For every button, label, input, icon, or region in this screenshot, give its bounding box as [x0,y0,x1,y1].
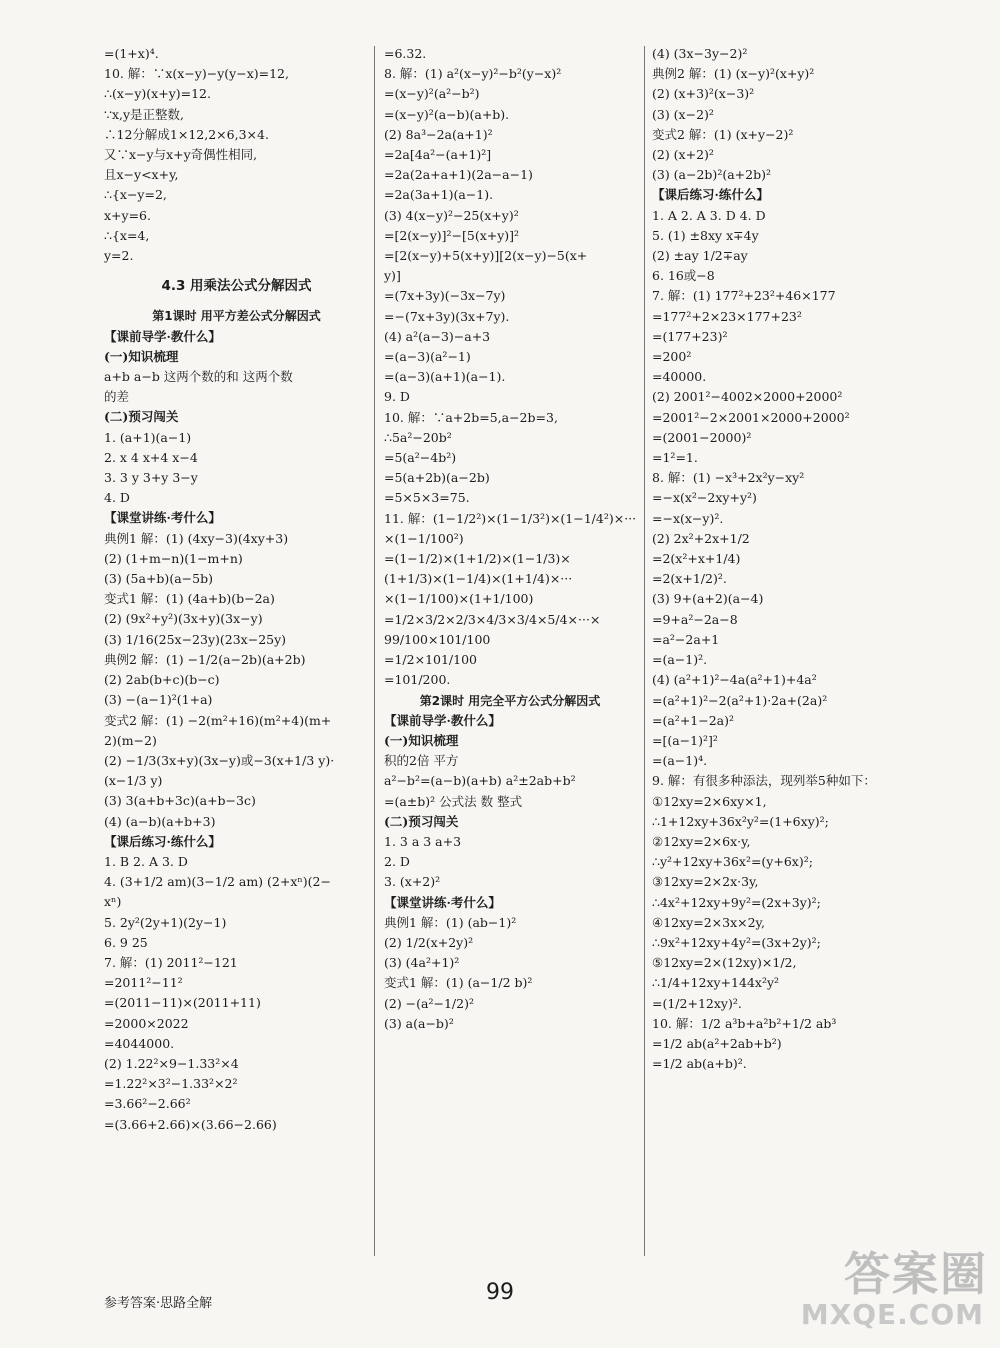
answer-line: ∴5a²−20b² [384,429,452,445]
lesson-title: 第2课时 用完全平方公式分解因式 [419,693,601,708]
answer-line: =(7x+3y)(−3x−7y) [384,288,506,304]
answer-line: y)] [384,268,401,284]
answer-line: (4) (3x−3y−2)² [652,46,748,61]
answer-line: =(1+x)⁴. [104,46,159,61]
answer-line: (2) (x+2)² [652,147,714,163]
answer-line: =1²=1. [652,450,698,466]
answer-line: (x−1/3 y) [104,773,163,789]
answer-line: 9. 解：有很多种添法，现列举5种如下： [652,773,876,789]
answer-line: 8. 解：(1) a²(x−y)²−b²(y−x)² [384,66,562,82]
answer-line: (3) (4a²+1)² [384,955,460,971]
answer-line: =a²−2a+1 [652,631,720,647]
answer-line: 4. D [104,490,130,506]
answer-line: 10. 解：1/2 a³b+a²b²+1/2 ab³ [652,1015,837,1031]
answer-line: x+y=6. [104,207,151,223]
answer-line: 10. 解：∵x(x−y)−y(y−x)=12, [104,66,289,82]
answer-line: =6.32. [384,46,427,61]
answer-line: ∵x,y是正整数, [104,106,185,122]
answer-line: (3) a(a−b)² [384,1015,454,1031]
answer-line: (2) 2x²+2x+1/2 [652,530,750,546]
answer-line: =(x−y)²(a²−b²) [384,86,480,102]
answer-line: (4) (a−b)(a+b+3) [104,813,216,829]
answer-line: =2000×2022 [104,1015,189,1031]
answer-line: =(a−1)². [652,652,708,668]
answer-line: (3) (5a+b)(a−5b) [104,571,213,587]
answer-column-1 [104,44,369,1135]
answer-line: (2) 1/2(x+2y)² [384,934,474,950]
answer-line: =200² [652,349,692,365]
answer-line: =(a−3)(a²−1) [384,349,471,365]
section-heading: 【课堂讲练·考什么】 [104,510,221,526]
watermark-url: MXQE.COM [800,1298,984,1331]
answer-line: =−x(x−y)². [652,510,724,526]
answer-line: =2001²−2×2001×2000+2000² [652,409,850,425]
answer-line: ∴1/4+12xy+144x²y² [652,975,780,991]
answer-line: 3. (x+2)² [384,874,441,890]
section-heading: 【课前导学·教什么】 [104,328,221,344]
answer-line: 典例2 解：(1) −1/2(a−2b)(a+2b) [104,651,306,667]
answer-line: (2) ±ay 1/2∓ay [652,248,748,264]
answer-line: a²−b²=(a−b)(a+b) a²±2ab+b² [384,773,576,789]
column-divider [644,46,645,1256]
answer-line: 7. 解：(1) 177²+23²+46×177 [652,288,836,304]
answer-line: 变式1 解：(1) (4a+b)(b−2a) [104,591,275,607]
answer-line: =1/2×101/100 [384,652,477,668]
answer-line: =−x(x²−2xy+y²) [652,490,757,506]
answer-line: ∴(x−y)(x+y)=12. [104,86,211,102]
answer-line: 6. 9 25 [104,934,148,950]
answer-line: 8. 解：(1) −x³+2x²y−xy² [652,470,805,486]
answer-line: =1/2 ab(a²+2ab+b²) [652,1035,782,1051]
answer-line: =5(a²−4b²) [384,450,457,466]
answer-line: 典例1 解：(1) (4xy−3)(4xy+3) [104,530,289,546]
watermark-text: 答案圈 [844,1247,988,1301]
answer-line: =1.22²×3²−1.33²×2² [104,1076,238,1092]
answer-line: 变式2 解：(1) (x+y−2)² [652,126,794,142]
section-heading: (二)预习闯关 [104,409,179,425]
answer-line: 变式1 解：(1) (a−1/2 b)² [384,975,533,991]
answer-line: (3) 4(x−y)²−25(x+y)² [384,207,519,223]
answer-line: 积的2倍 平方 [384,753,459,769]
section-title: 4.3 用乘法公式分解因式 [161,278,312,295]
answer-line: (3) (a−2b)²(a+2b)² [652,167,771,183]
answer-line: 5. (1) ±8xy x∓4y [652,227,759,243]
answer-line: 2. x 4 x+4 x−4 [104,449,198,465]
answer-line: 变式2 解：(1) −2(m²+16)(m²+4)(m+ [104,712,332,728]
footer-title: 参考答案·思路全解 [104,1296,213,1311]
answer-line: 3. 3 y 3+y 3−y [104,470,198,486]
answer-line: ④12xy=2×3x×2y, [652,914,765,930]
answer-line: (3) 9+(a+2)(a−4) [652,591,764,607]
answer-line: a+b a−b 这两个数的和 这两个数 [104,369,293,385]
answer-line: ∴{x=4, [104,227,150,243]
answer-line: =(3.66+2.66)×(3.66−2.66) [104,1116,277,1132]
answer-column-2 [384,44,636,1034]
section-heading: (一)知识梳理 [384,732,459,748]
answer-line: 11. 解：(1−1/2²)×(1−1/3²)×(1−1/4²)×··· [384,510,636,526]
answer-line: (3) −(a−1)²(1+a) [104,692,213,708]
answer-line: (1+1/3)×(1−1/4)×(1+1/4)×··· [384,571,573,587]
answer-line: =3.66²−2.66² [104,1096,191,1112]
answer-line: =(177+23)² [652,328,728,344]
answer-line: 又∵x−y与x+y奇偶性相同, [104,147,258,163]
answer-line: ⑤12xy=2×(12xy)×1/2, [652,955,797,971]
answer-line: 2. D [384,854,410,870]
answer-line: =9+a²−2a−8 [652,611,738,627]
answer-line: =(a−3)(a+1)(a−1). [384,369,506,385]
answer-line: =(a²+1)²−2(a²+1)·2a+(2a)² [652,692,828,708]
answer-line: (2) (9x²+y²)(3x+y)(3x−y) [104,611,263,627]
answer-line: 99/100×101/100 [384,631,491,647]
answer-line: (3) (x−2)² [652,106,714,122]
section-heading: 【课前导学·教什么】 [384,712,501,728]
answer-line: 10. 解：∵a+2b=5,a−2b=3, [384,409,558,425]
answer-line: ∴{x−y=2, [104,187,167,203]
answer-line: =(1/2+12xy)². [652,995,742,1011]
answer-line: (2) 8a³−2a(a+1)² [384,126,493,142]
answer-line: =−(7x+3y)(3x+7y). [384,308,510,324]
answer-line: 6. 16或−8 [652,268,715,284]
answer-line: (4) (a²+1)²−4a(a²+1)+4a² [652,672,817,688]
answer-line: 5. 2y²(2y+1)(2y−1) [104,914,227,930]
answer-line: =2(x²+x+1/4) [652,551,741,567]
section-heading: (二)预习闯关 [384,813,459,829]
answer-line: ∴4x²+12xy+9y²=(2x+3y)²; [652,894,821,910]
answer-line: 7. 解：(1) 2011²−121 [104,954,238,970]
lesson-title: 第1课时 用平方差公式分解因式 [152,309,321,324]
answer-line: =40000. [652,369,707,385]
answer-line: y=2. [104,248,134,264]
section-heading: 【课后练习·练什么】 [104,833,221,849]
answer-line: =2011²−11² [104,975,183,991]
answer-line: =1/2×3/2×2/3×4/3×3/4×5/4×···× [384,611,601,627]
answer-line: =5(a+2b)(a−2b) [384,470,490,486]
answer-line: (4) a²(a−3)−a+3 [384,328,491,344]
answer-line: (2) (x+3)²(x−3)² [652,86,755,102]
answer-line: 1. 3 a 3 a+3 [384,833,462,849]
spacer [104,296,369,306]
answer-line: =[(a−1)²]² [652,732,718,748]
answer-line: =(2001−2000)² [652,429,752,445]
answer-line: (2) (1+m−n)(1−m+n) [104,550,243,566]
answer-line: 1. A 2. A 3. D 4. D [652,207,766,223]
answer-line: (2) 2ab(b+c)(b−c) [104,672,220,688]
answer-line: ∴12分解成1×12,2×6,3×4. [104,126,269,142]
section-heading: (一)知识梳理 [104,348,179,364]
answer-line: =4044000. [104,1035,175,1051]
answer-line: ∴9x²+12xy+4y²=(3x+2y)²; [652,934,821,950]
answer-line: =2a(2a+a+1)(2a−a−1) [384,167,533,183]
answer-line: =2a[4a²−(a+1)²] [384,147,492,163]
answer-line: =(a²+1−2a)² [652,712,735,728]
watermark-logo [800,1238,988,1338]
answer-line: =177²+2×23×177+23² [652,308,802,324]
section-heading: 【课后练习·练什么】 [652,187,769,203]
answer-line: ×(1−1/100²) [384,530,464,546]
answer-line: 2)(m−2) [104,732,157,748]
answer-line: ∴1+12xy+36x²y²=(1+6xy)²; [652,813,829,829]
column-divider [374,46,375,1256]
answer-line: (2) 2001²−4002×2000+2000² [652,389,843,405]
answer-line: =(1−1/2)×(1+1/2)×(1−1/3)× [384,551,571,567]
answer-line: 4. (3+1/2 am)(3−1/2 am) (2+xⁿ)(2− [104,874,331,890]
answer-line: 且x−y<x+y, [104,167,179,183]
answer-line: (2) 1.22²×9−1.33²×4 [104,1055,239,1071]
answer-line: =1/2 ab(a+b)². [652,1056,747,1072]
answer-line: =101/200. [384,672,451,688]
answer-line: =(2011−11)×(2011+11) [104,995,261,1011]
page-number: 99 [486,1280,514,1305]
answer-line: xⁿ) [104,894,122,910]
answer-line: 1. B 2. A 3. D [104,853,188,869]
answer-line: =(x−y)²(a−b)(a+b). [384,106,510,122]
answer-line: =2(x+1/2)². [652,571,727,587]
answer-line: =5×5×3=75. [384,490,470,506]
answer-line: 9. D [384,389,410,405]
answer-line: (3) 3(a+b+3c)(a+b−3c) [104,793,256,809]
answer-line: =[2(x−y)]²−[5(x+y)]² [384,227,520,243]
answer-line: (3) 1/16(25x−23y)(23x−25y) [104,631,287,647]
answer-line: 的差 [104,389,130,405]
answer-line: ∴y²+12xy+36x²=(y+6x)²; [652,854,813,870]
answer-column-3 [652,44,942,1074]
answer-line: =2a(3a+1)(a−1). [384,187,494,203]
answer-line: =[2(x−y)+5(x+y)][2(x−y)−5(x+ [384,248,588,264]
spacer [104,266,369,276]
answer-line: =(a−1)⁴. [652,753,708,769]
answer-line: ×(1−1/100)×(1+1/100) [384,591,534,607]
answer-line: =(a±b)² 公式法 数 整式 [384,793,523,809]
answer-line: 1. (a+1)(a−1) [104,429,192,445]
answer-line: ②12xy=2×6x·y, [652,833,751,849]
answer-line: ③12xy=2×2x·3y, [652,874,759,890]
answer-line: (2) −(a²−1/2)² [384,995,474,1011]
answer-line: 典例2 解：(1) (x−y)²(x+y)² [652,66,815,82]
answer-line: 典例1 解：(1) (ab−1)² [384,914,517,930]
answer-line: ①12xy=2×6xy×1, [652,793,767,809]
section-heading: 【课堂讲练·考什么】 [384,894,501,910]
answer-line: (2) −1/3(3x+y)(3x−y)或−3(x+1/3 y)· [104,752,335,768]
